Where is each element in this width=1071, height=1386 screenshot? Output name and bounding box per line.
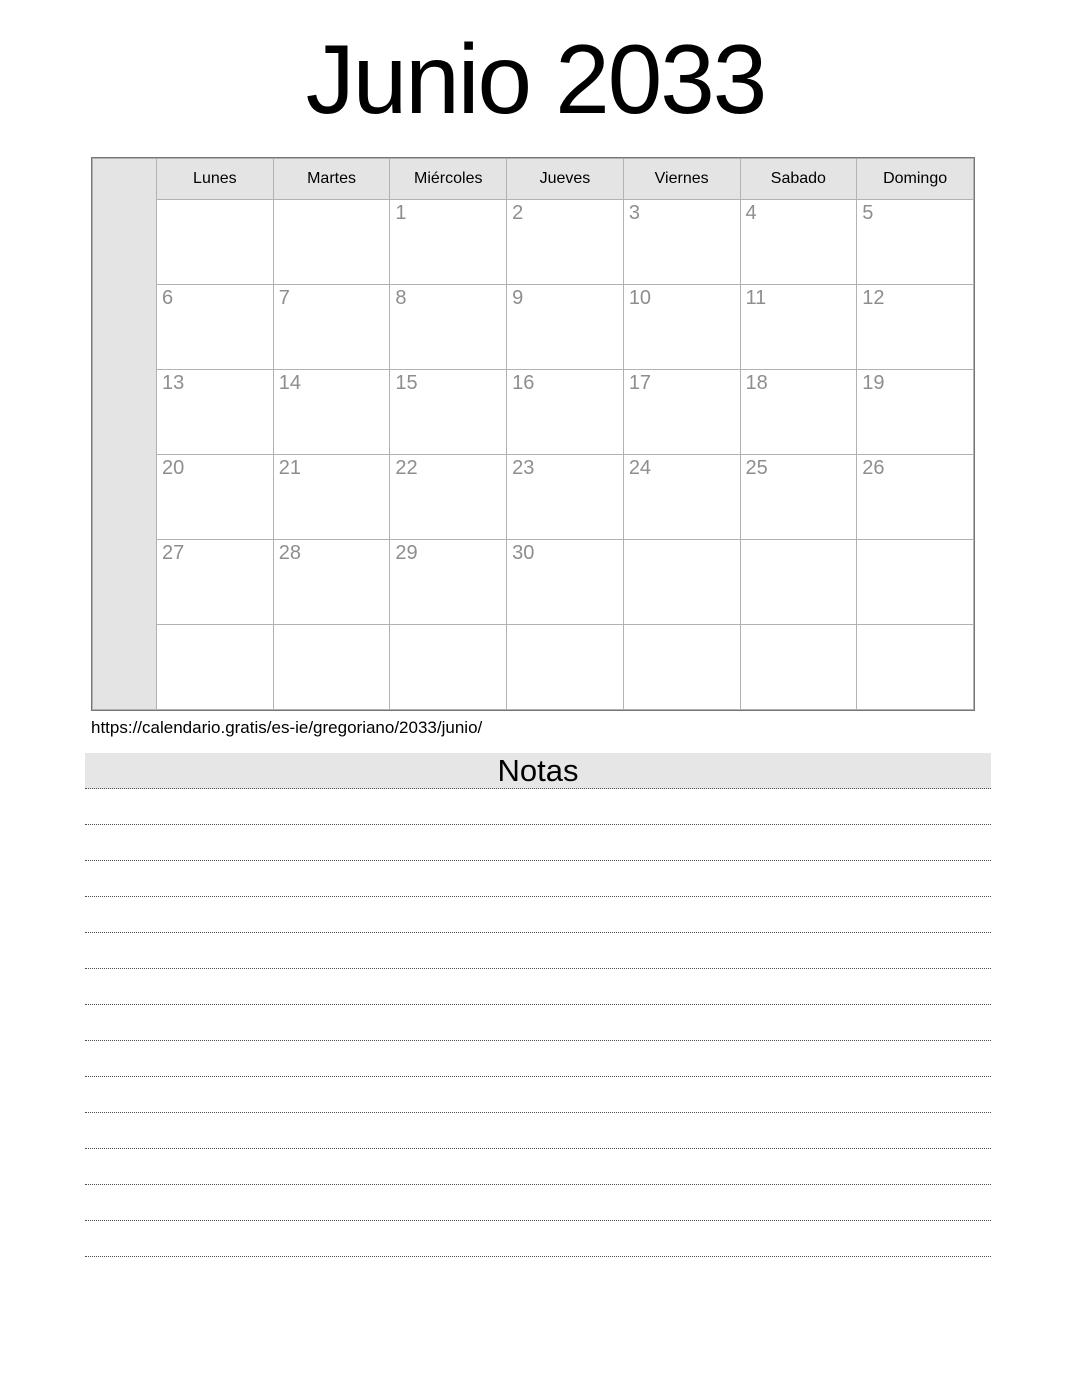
calendar-day-cell: 9	[507, 285, 624, 370]
weekday-header-lunes: Lunes	[157, 159, 274, 200]
page-title: Junio 2033	[305, 24, 766, 134]
calendar-day-cell: 7	[273, 285, 390, 370]
note-line	[85, 861, 991, 897]
calendar-day-cell: 19	[857, 370, 974, 455]
calendar-empty-cell	[623, 540, 740, 625]
calendar-empty-cell	[857, 540, 974, 625]
calendar-day-cell: 8	[390, 285, 507, 370]
calendar-day-cell: 2	[507, 200, 624, 285]
calendar-day-cell: 1	[390, 200, 507, 285]
week-number-gutter	[93, 159, 157, 710]
weekday-header-viernes: Viernes	[623, 159, 740, 200]
calendar-empty-cell	[857, 625, 974, 710]
weekday-header-miercoles: Miércoles	[390, 159, 507, 200]
calendar-day-cell: 30	[507, 540, 624, 625]
note-line	[85, 1221, 991, 1257]
calendar-empty-cell	[273, 625, 390, 710]
calendar-day-cell: 11	[740, 285, 857, 370]
note-line	[85, 969, 991, 1005]
calendar-day-cell: 28	[273, 540, 390, 625]
note-line	[85, 825, 991, 861]
calendar-day-cell: 22	[390, 455, 507, 540]
calendar-week-row	[93, 370, 974, 455]
calendar-week-row	[93, 200, 974, 285]
calendar-day-cell: 14	[273, 370, 390, 455]
note-line	[85, 1077, 991, 1113]
notes-lines	[85, 789, 991, 1257]
calendar-day-cell: 16	[507, 370, 624, 455]
weekday-header-domingo: Domingo	[857, 159, 974, 200]
note-line	[85, 897, 991, 933]
note-line	[85, 1005, 991, 1041]
calendar-week-row	[93, 285, 974, 370]
calendar-day-cell: 26	[857, 455, 974, 540]
calendar-table	[92, 158, 974, 710]
note-line	[85, 1041, 991, 1077]
notes-section	[85, 753, 991, 1257]
calendar-empty-cell	[157, 625, 274, 710]
calendar-day-cell: 15	[390, 370, 507, 455]
calendar-empty-cell	[157, 200, 274, 285]
note-line	[85, 1113, 991, 1149]
calendar-day-cell: 24	[623, 455, 740, 540]
calendar-empty-cell	[273, 200, 390, 285]
note-line	[85, 933, 991, 969]
calendar-week-row	[93, 625, 974, 710]
calendar-week-row	[93, 540, 974, 625]
calendar-table-frame	[91, 157, 975, 711]
calendar-day-cell: 27	[157, 540, 274, 625]
source-url: https://calendario.gratis/es-ie/gregoriano/2033/junio/	[91, 718, 483, 737]
calendar-day-cell: 18	[740, 370, 857, 455]
note-line	[85, 789, 991, 825]
calendar-empty-cell	[623, 625, 740, 710]
calendar-day-cell: 13	[157, 370, 274, 455]
note-line	[85, 1185, 991, 1221]
calendar-day-cell: 4	[740, 200, 857, 285]
weekday-header-sabado: Sabado	[740, 159, 857, 200]
calendar-empty-cell	[740, 540, 857, 625]
calendar-day-cell: 20	[157, 455, 274, 540]
calendar-empty-cell	[390, 625, 507, 710]
notes-title: Notas	[497, 753, 579, 788]
calendar-day-cell: 23	[507, 455, 624, 540]
weekday-header-jueves: Jueves	[507, 159, 624, 200]
weekday-header-martes: Martes	[273, 159, 390, 200]
calendar-day-cell: 25	[740, 455, 857, 540]
calendar-day-cell: 10	[623, 285, 740, 370]
calendar-header-row	[93, 159, 974, 200]
calendar-day-cell: 17	[623, 370, 740, 455]
calendar-day-cell: 6	[157, 285, 274, 370]
calendar-week-row	[93, 455, 974, 540]
notes-header	[85, 753, 991, 789]
calendar-empty-cell	[507, 625, 624, 710]
calendar-day-cell: 21	[273, 455, 390, 540]
calendar-empty-cell	[740, 625, 857, 710]
calendar-day-cell: 12	[857, 285, 974, 370]
calendar-day-cell: 3	[623, 200, 740, 285]
note-line	[85, 1149, 991, 1185]
calendar-day-cell: 29	[390, 540, 507, 625]
calendar-day-cell: 5	[857, 200, 974, 285]
